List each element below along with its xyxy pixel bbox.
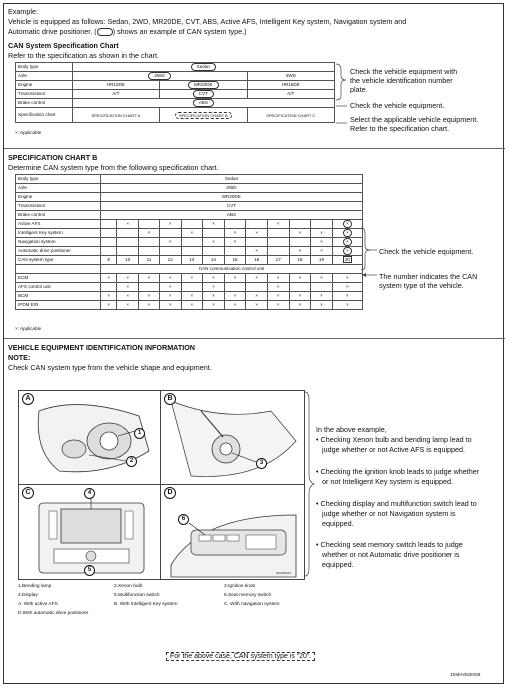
section-divider (4, 338, 505, 339)
service-manual-page (3, 3, 504, 684)
mark-cell (311, 283, 333, 292)
highlight-mark: × (343, 220, 352, 228)
mark-cell: × (139, 229, 160, 238)
mark-cell: × (289, 292, 311, 301)
row-label: Specification chart (16, 108, 73, 123)
row-label: Intelligent Key system (16, 229, 101, 238)
table-row (16, 283, 363, 292)
chart-b-title: SPECIFICATION CHART B (8, 153, 98, 162)
table-row (16, 265, 363, 274)
type-cell: 12 (159, 256, 181, 265)
mark-cell (181, 247, 203, 256)
mark-cell: × (246, 292, 268, 301)
mark-cell: × (139, 301, 160, 310)
mark-cell (101, 283, 117, 292)
vehicle-info-title: VEHICLE EQUIPMENT IDENTIFICATION INFORMATION (8, 343, 196, 352)
chart-b-subtitle: Determine CAN system type from the following specification chart. (8, 163, 219, 172)
mark-cell (203, 247, 225, 256)
mark-cell (181, 220, 203, 229)
vehicle-info-instruction: Check CAN system type from the vehicle shape and equipment. (8, 363, 212, 372)
mark-cell: × (267, 274, 289, 283)
mark-cell: × (224, 292, 246, 301)
mark-cell: × (246, 247, 268, 256)
table-row (16, 256, 363, 265)
row-label: Automatic drive positioner (16, 247, 101, 256)
legend-item: 2.Xenon bulb (114, 584, 143, 589)
table-row (16, 238, 363, 247)
ignition-illustration (161, 391, 304, 484)
mark-cell (246, 238, 268, 247)
mark-cell: × (332, 274, 362, 283)
engine-c: HR15DE (247, 81, 335, 90)
mark-cell (117, 229, 139, 238)
can-note-1: Check the vehicle equipment with (350, 67, 458, 76)
bullet-line: or not Intelligent Key system is equipped. (322, 477, 454, 486)
type-cell: 17 (267, 256, 289, 265)
legend-row (18, 609, 308, 618)
mark-cell: × (203, 238, 225, 247)
mark-cell: × (181, 274, 203, 283)
mark-cell: × (224, 274, 246, 283)
mark-cell: × (101, 274, 117, 283)
mark-cell: × (289, 229, 311, 238)
spec-chart-a: SPECIFICATION CHART A (72, 108, 159, 123)
bullet-line: judge whether or not Active AFS is equipped. (322, 445, 466, 454)
mark-cell: × (101, 301, 117, 310)
mark-cell: × (311, 247, 333, 256)
can-note-3: plate. (350, 85, 368, 94)
table-row (16, 247, 363, 256)
callout-2: 2 (126, 456, 137, 467)
row-label: ECM (16, 274, 101, 283)
callout-3: 3 (256, 458, 267, 469)
mark-cell (101, 247, 117, 256)
panel-letter-a: A (22, 393, 34, 405)
example-line-2 (8, 27, 247, 36)
callout-1: 1 (134, 428, 145, 439)
mark-cell (139, 283, 160, 292)
mark-cell (101, 229, 117, 238)
can-note-4: Check the vehicle equipment. (350, 101, 445, 110)
axle-2wd: 2WD (148, 72, 170, 80)
bullet-line: • Checking display and multifunction switch lead to (316, 499, 477, 508)
can-chart-brackets (335, 62, 351, 142)
mark-cell: × (311, 301, 333, 310)
engine-b: MR20DE (188, 81, 219, 89)
section-divider (4, 148, 505, 149)
row-label: AFS control unit (16, 283, 101, 292)
legend-row (18, 591, 308, 600)
mark-cell: × (246, 301, 268, 310)
engine-a: HR15DE (72, 81, 159, 90)
row-value: ABS (101, 211, 363, 220)
mark-cell: × (224, 301, 246, 310)
table-row (16, 274, 363, 283)
mark-cell (289, 220, 311, 229)
mark-cell: × (159, 238, 181, 247)
example-heading: Example: (8, 7, 38, 16)
mark-cell (224, 247, 246, 256)
can-note-5: Select the applicable vehicle equipment. (350, 115, 479, 124)
mark-cell: × (224, 238, 246, 247)
mark-cell: × (332, 292, 362, 301)
side-bullet-3 (316, 499, 477, 529)
vehicle-info-note: NOTE: (8, 353, 31, 362)
type-cell: 14 (203, 256, 225, 265)
table-row (16, 301, 363, 310)
bullet-line: • Checking seat memory switch leads to judge (316, 540, 463, 549)
mark-cell: × (203, 274, 225, 283)
mark-cell (332, 238, 362, 247)
legend-item: B. With Intelligent Key system (114, 602, 178, 607)
row-label: CAN system type (16, 256, 101, 265)
row-value: MR20DE (101, 193, 363, 202)
mark-cell (181, 238, 203, 247)
mark-cell: × (332, 301, 362, 310)
spec-chart-c: SPECIFICATION CHART C (247, 108, 335, 123)
row-value: CVT (101, 202, 363, 211)
row-value: 2WD (101, 184, 363, 193)
table-row (16, 211, 363, 220)
result-box: For the above case, CAN system type is “20”. (166, 652, 315, 661)
example-line-2a: Automatic drive positioner. ( (8, 27, 97, 36)
type-cell: 13 (181, 256, 203, 265)
mark-cell (139, 247, 160, 256)
mark-cell: × (159, 274, 181, 283)
bullet-line: • Checking Xenon bulb and bending lamp lead to (316, 435, 472, 444)
mark-cell: × (159, 292, 181, 301)
row-label: Body type (16, 63, 73, 72)
chart-b-applicable: ×: Applicable (15, 326, 42, 331)
row-label: BCM (16, 292, 101, 301)
mark-cell: × (159, 301, 181, 310)
figure-bracket (304, 390, 316, 580)
legend-row (18, 600, 308, 609)
chart-b-note-num-2: system type of the vehicle. (379, 281, 464, 290)
row-label: Transmission (16, 202, 101, 211)
row-label: IPDM E/R (16, 301, 101, 310)
type-cell: 15 (224, 256, 246, 265)
table-row (16, 202, 363, 211)
mark-cell: × (203, 283, 225, 292)
callout-6: 6 (178, 514, 189, 525)
table-row (16, 292, 363, 301)
can-chart-subtitle: Refer to the specification as shown in the chart. (8, 51, 160, 60)
mark-cell (117, 238, 139, 247)
table-row (16, 193, 363, 202)
mark-cell: × (203, 220, 225, 229)
chart-b-bracket (360, 226, 378, 286)
mark-cell: × (117, 301, 139, 310)
row-label: Brake control (16, 211, 101, 220)
mark-cell: × (181, 292, 203, 301)
legend-item: D.With automatic drive positioner (18, 611, 89, 616)
type-cell: 19 (311, 256, 333, 265)
trans-b: CVT (193, 90, 214, 98)
mark-cell (159, 229, 181, 238)
mark-cell (267, 247, 289, 256)
selected-type: 20 (344, 257, 350, 262)
figure-watermark: SKIA5221J (276, 571, 292, 575)
row-label: Active AFS (16, 220, 101, 229)
chart-b-note-num-1: The number indicates the CAN (379, 272, 478, 281)
side-bullet-2 (316, 467, 479, 487)
mark-cell (267, 238, 289, 247)
panel-b-ignition (160, 390, 305, 485)
mark-cell: × (117, 283, 139, 292)
panel-letter-d: D (164, 487, 176, 499)
mark-cell (289, 238, 311, 247)
axle-4wd: 4WD (247, 72, 335, 81)
mark-cell: × (203, 301, 225, 310)
legend-item (114, 609, 224, 618)
chart-b-table (15, 174, 363, 310)
can-note-6: Refer to the specification chart. (350, 124, 450, 133)
mark-cell (267, 229, 289, 238)
side-intro: In the above example, (316, 425, 387, 434)
can-chart-applicable: ×: Applicable (15, 130, 42, 135)
body-type-value: Sedan (191, 63, 216, 71)
mark-cell: × (117, 292, 139, 301)
table-row (16, 220, 363, 229)
blank-cell (16, 265, 101, 274)
panel-letter-c: C (22, 487, 34, 499)
mark-cell: × (139, 274, 160, 283)
highlight-mark: × (343, 238, 352, 246)
mark-cell: × (289, 301, 311, 310)
panel-letter-b: B (164, 393, 176, 405)
chart-b-note-check: Check the vehicle equipment. (379, 247, 474, 256)
mark-cell: × (117, 220, 139, 229)
mark-cell: × (203, 292, 225, 301)
mark-cell (181, 283, 203, 292)
mark-cell (139, 220, 160, 229)
bullet-line: equipped. (322, 519, 354, 528)
callout-4: 4 (84, 488, 95, 499)
mark-cell: × (117, 274, 139, 283)
trans-c: A/T (247, 90, 335, 99)
row-label: Brake control (16, 99, 73, 108)
can-note-2: the vehicle identification number (350, 76, 453, 85)
figure-id: JSMIA0530GB (450, 672, 481, 677)
callout-5: 5 (84, 565, 95, 576)
mark-cell: × (289, 274, 311, 283)
legend-item: 1.Bending lamp (18, 584, 52, 589)
table-row (16, 229, 363, 238)
panel-d-seat-memory (160, 484, 305, 580)
type-cell (332, 256, 362, 265)
mark-cell: × (289, 247, 311, 256)
row-label: Navigation system (16, 238, 101, 247)
brake-value: ABS (193, 99, 214, 107)
mark-cell (224, 220, 246, 229)
mark-cell: × (311, 238, 333, 247)
mark-cell (139, 238, 160, 247)
row-label: Engine (16, 193, 101, 202)
mark-cell: × (224, 229, 246, 238)
legend-item: 3.Ignition knob (224, 584, 256, 589)
can-chart-title: CAN System Specification Chart (8, 41, 119, 50)
legend-item: 4.Display (18, 593, 38, 598)
mark-cell: × (101, 292, 117, 301)
side-bullet-1 (316, 435, 472, 455)
trans-a: A/T (72, 90, 159, 99)
unit-header: CAN communication control unit (101, 265, 363, 274)
mark-cell: × (159, 220, 181, 229)
mark-cell: × (181, 301, 203, 310)
bullet-line: whether or not Automatic drive positioner is (322, 550, 460, 559)
mark-cell (332, 247, 362, 256)
mark-cell (246, 220, 268, 229)
row-value: Sedan (101, 175, 363, 184)
door-switch-illustration (161, 485, 304, 579)
bullet-line: • Checking the ignition knob leads to judge whether (316, 467, 480, 476)
mark-cell (203, 229, 225, 238)
mark-cell (332, 229, 362, 238)
row-label: Transmission (16, 90, 73, 99)
mark-cell (332, 220, 362, 229)
mark-cell (101, 220, 117, 229)
bullet-line: judge whether or not Navigation system is (322, 509, 456, 518)
type-cell: 18 (289, 256, 311, 265)
mark-cell: × (159, 283, 181, 292)
figure-legend (18, 582, 308, 618)
legend-item: 6.Seat memory switch (224, 593, 272, 598)
row-label: Body type (16, 175, 101, 184)
mark-cell (289, 283, 311, 292)
table-row (16, 184, 363, 193)
example-line-1: Vehicle is equipped as follows: Sedan, 2WD, MR20DE, CVT, ABS, Active AFS, Intelligent Key system, Navigation system and (8, 17, 407, 26)
legend-item: A. With active AFS (18, 602, 58, 607)
can-spec-table (15, 62, 335, 123)
mark-cell: × (267, 283, 289, 292)
mark-cell: × (267, 292, 289, 301)
legend-item: C. With navigation system (224, 602, 280, 607)
mark-cell: × (311, 229, 333, 238)
legend-item (224, 609, 308, 618)
mark-cell: × (267, 301, 289, 310)
mark-cell: × (181, 229, 203, 238)
mark-cell: × (311, 274, 333, 283)
type-cell: 16 (246, 256, 268, 265)
mark-cell (101, 238, 117, 247)
example-line-2b: ) shows an example of CAN system type.) (112, 27, 247, 36)
highlight-mark: × (343, 247, 352, 255)
mark-cell (117, 247, 139, 256)
mark-cell (159, 247, 181, 256)
mark-cell: × (246, 229, 268, 238)
legend-item: 5.Multifunction switch (114, 593, 160, 598)
type-cell: 9 (101, 256, 117, 265)
mark-cell (224, 283, 246, 292)
row-label: Axle (16, 72, 73, 81)
mark-cell: × (139, 292, 160, 301)
legend-row (18, 582, 308, 591)
mark-cell: × (246, 274, 268, 283)
highlight-mark: × (343, 229, 352, 237)
mark-cell (246, 283, 268, 292)
row-label: Axle (16, 184, 101, 193)
mark-cell (311, 220, 333, 229)
row-label: Engine (16, 81, 73, 90)
bullet-line: equipped. (322, 560, 354, 569)
mark-cell: × (267, 220, 289, 229)
type-cell: 11 (139, 256, 160, 265)
side-bullet-4 (316, 540, 463, 570)
table-row (16, 175, 363, 184)
spec-chart-b: SPECIFICATION CHART B (175, 112, 232, 119)
mark-cell: × (311, 292, 333, 301)
mark-cell: × (332, 283, 362, 292)
example-oval-marker (97, 28, 113, 36)
type-cell: 10 (117, 256, 139, 265)
